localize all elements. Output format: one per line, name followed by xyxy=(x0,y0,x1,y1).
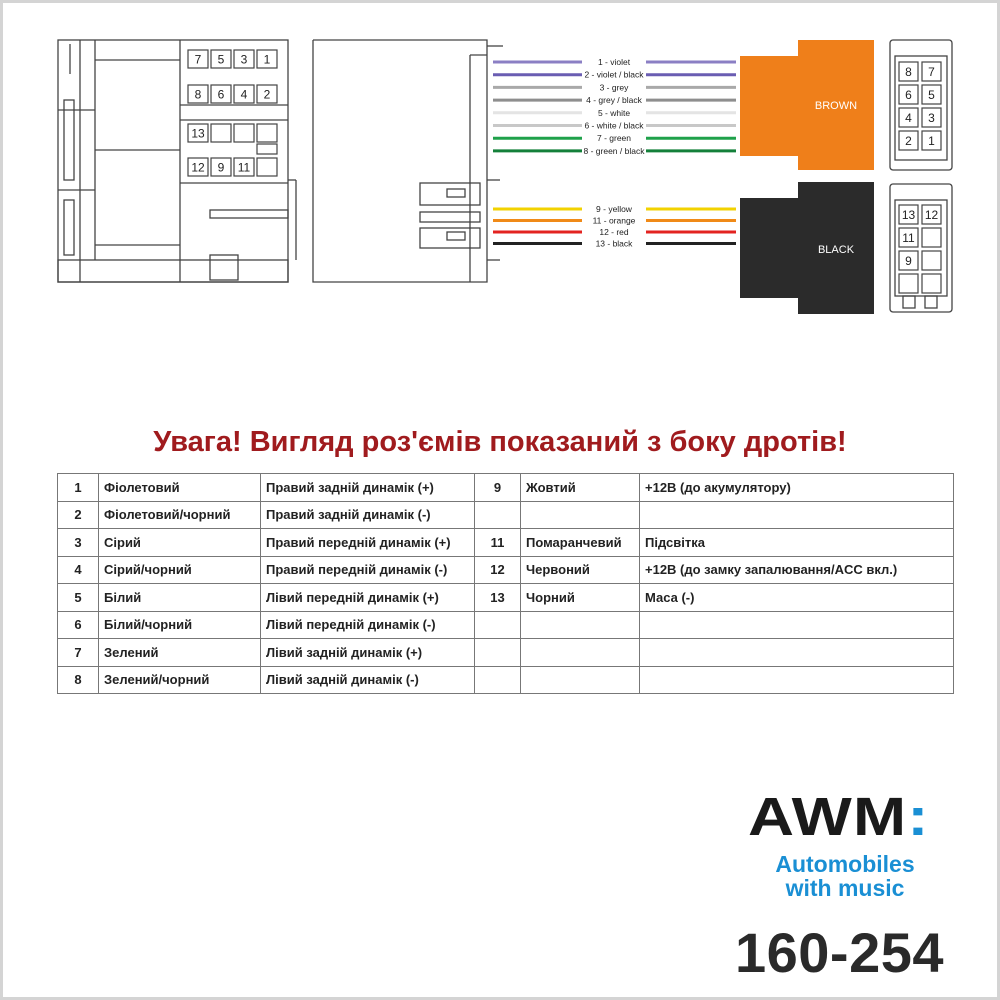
pin-number: 11 xyxy=(237,160,251,175)
function-cell xyxy=(640,666,954,694)
function-cell: Лівий задній динамік (+) xyxy=(261,639,475,667)
black-connector-label: BLACK xyxy=(817,244,855,256)
black-wire-label: 13 - black xyxy=(595,238,633,249)
pin-cell xyxy=(899,274,918,293)
pin-cell xyxy=(922,251,941,270)
black-wire-bundle xyxy=(493,204,736,249)
pin-number: 6 xyxy=(217,87,225,102)
table-row xyxy=(58,529,954,557)
pin-cell xyxy=(922,228,941,247)
pin-number: 5 xyxy=(928,88,935,102)
pin-number: 7 xyxy=(928,65,935,79)
wire-color-cell: Фіолетовий xyxy=(99,474,261,502)
tagline-line-1: Automobiles xyxy=(775,851,915,877)
pin-number-cell xyxy=(475,639,521,667)
wire-color-cell: Фіолетовий/чорний xyxy=(99,501,261,529)
pin-cell xyxy=(257,144,277,154)
function-cell xyxy=(640,611,954,639)
brown-pin-grid xyxy=(899,62,941,150)
pin-number-cell: 13 xyxy=(475,584,521,612)
pin-number: 4 xyxy=(905,111,912,125)
function-cell: Правий передній динамік (-) xyxy=(261,556,475,584)
pin-number: 5 xyxy=(217,52,225,67)
black-wire-label: 12 - red xyxy=(599,227,629,237)
wire-color-cell: Білий/чорний xyxy=(99,611,261,639)
pinout-table xyxy=(57,473,954,694)
brown-connector xyxy=(740,40,874,170)
logo-tagline xyxy=(752,852,938,900)
warning-title: Увага! Вигляд роз'ємів показаний з боку дротів! xyxy=(153,426,847,458)
table-row xyxy=(58,666,954,694)
function-cell: Лівий передній динамік (+) xyxy=(261,584,475,612)
table-row xyxy=(58,474,954,502)
logo-mark-text: AWM xyxy=(748,787,908,847)
function-cell: Правий задній динамік (+) xyxy=(261,474,475,502)
brown-connector-label: BROWN xyxy=(814,100,858,112)
pin-number: 9 xyxy=(217,160,225,175)
function-cell: Підсвітка xyxy=(640,529,954,557)
pin-number-cell: 11 xyxy=(475,529,521,557)
pin-number-cell: 3 xyxy=(58,529,99,557)
pin-number-cell: 7 xyxy=(58,639,99,667)
pin-number: 6 xyxy=(905,88,912,102)
wire-color-cell: Жовтий xyxy=(521,474,640,502)
pin-number: 4 xyxy=(240,87,248,102)
awm-logo xyxy=(748,787,930,847)
pin-number-cell xyxy=(475,501,521,529)
black-wire-label: 11 - orange xyxy=(592,215,636,226)
pin-number-cell xyxy=(475,611,521,639)
brown-wire-bundle xyxy=(493,57,736,156)
pin-number: 2 xyxy=(905,134,912,148)
wire-color-cell: Чорний xyxy=(521,584,640,612)
wire-color-cell xyxy=(521,501,640,529)
pin-number-cell: 12 xyxy=(475,556,521,584)
part-number: 160-254 xyxy=(735,921,945,984)
brown-wire-label: 3 - grey xyxy=(599,82,629,93)
iso-plug-side-view xyxy=(313,40,503,282)
pin-number-cell: 6 xyxy=(58,611,99,639)
black-pin-grid xyxy=(899,205,941,293)
brown-wire-label: 2 - violet / black xyxy=(584,69,644,80)
pin-cell xyxy=(257,124,277,142)
wire-color-cell: Червоний xyxy=(521,556,640,584)
iso-pin-grid xyxy=(188,50,277,176)
pin-number: 7 xyxy=(194,52,202,67)
wire-color-cell: Сірий xyxy=(99,529,261,557)
pin-number: 12 xyxy=(191,160,205,175)
function-cell xyxy=(640,639,954,667)
wire-color-cell: Зелений xyxy=(99,639,261,667)
pin-number: 9 xyxy=(905,254,912,268)
logo-colon: : xyxy=(907,787,930,847)
pin-number: 11 xyxy=(902,231,915,245)
pin-number: 8 xyxy=(905,65,912,79)
pin-number: 1 xyxy=(263,52,271,67)
black-wire-label: 9 - yellow xyxy=(596,204,632,214)
pin-cell xyxy=(234,124,254,142)
pin-number: 13 xyxy=(191,126,205,141)
pin-number-cell: 1 xyxy=(58,474,99,502)
function-cell: +12В (до акумулятору) xyxy=(640,474,954,502)
pin-number-cell: 8 xyxy=(58,666,99,694)
pin-number: 3 xyxy=(928,111,935,125)
pin-number: 2 xyxy=(263,87,271,102)
pin-number: 1 xyxy=(928,134,935,148)
pin-number: 13 xyxy=(901,208,916,222)
pin-number-cell: 2 xyxy=(58,501,99,529)
brown-wire-label: 8 - green / black xyxy=(583,145,645,156)
table-row xyxy=(58,501,954,529)
table-row xyxy=(58,584,954,612)
wire-color-cell xyxy=(521,639,640,667)
brown-wire-label: 1 - violet xyxy=(597,57,631,67)
pin-number-cell: 5 xyxy=(58,584,99,612)
wire-color-cell: Білий xyxy=(99,584,261,612)
function-cell: Правий передній динамік (+) xyxy=(261,529,475,557)
function-cell: +12В (до замку запалювання/ACC вкл.) xyxy=(640,556,954,584)
brown-wire-label: 7 - green xyxy=(596,133,632,144)
function-cell: Маса (-) xyxy=(640,584,954,612)
brown-wire-label: 5 - white xyxy=(597,107,631,118)
wiring-diagram xyxy=(0,0,1000,330)
pin-cell xyxy=(922,274,941,293)
pin-number-cell: 4 xyxy=(58,556,99,584)
table-row xyxy=(58,639,954,667)
function-cell xyxy=(640,501,954,529)
black-connector xyxy=(740,182,874,314)
wire-color-cell xyxy=(521,666,640,694)
pin-number: 3 xyxy=(240,52,248,67)
function-cell: Лівий передній динамік (-) xyxy=(261,611,475,639)
pinout-table-body xyxy=(58,474,954,694)
wire-color-cell: Сірий/чорний xyxy=(99,556,261,584)
pin-cell xyxy=(211,124,231,142)
tagline-line-2: with music xyxy=(785,875,905,901)
wire-color-cell xyxy=(521,611,640,639)
pin-number-cell: 9 xyxy=(475,474,521,502)
brown-wire-label: 6 - white / black xyxy=(584,120,644,131)
brown-wire-label: 4 - grey / black xyxy=(586,95,642,106)
pin-cell xyxy=(257,158,277,176)
pin-number: 8 xyxy=(194,87,202,102)
table-row xyxy=(58,556,954,584)
table-row xyxy=(58,611,954,639)
pin-number: 12 xyxy=(924,208,939,222)
function-cell: Правий задній динамік (-) xyxy=(261,501,475,529)
function-cell: Лівий задній динамік (-) xyxy=(261,666,475,694)
wire-color-cell: Помаранчевий xyxy=(521,529,640,557)
wire-color-cell: Зелений/чорний xyxy=(99,666,261,694)
pin-number-cell xyxy=(475,666,521,694)
